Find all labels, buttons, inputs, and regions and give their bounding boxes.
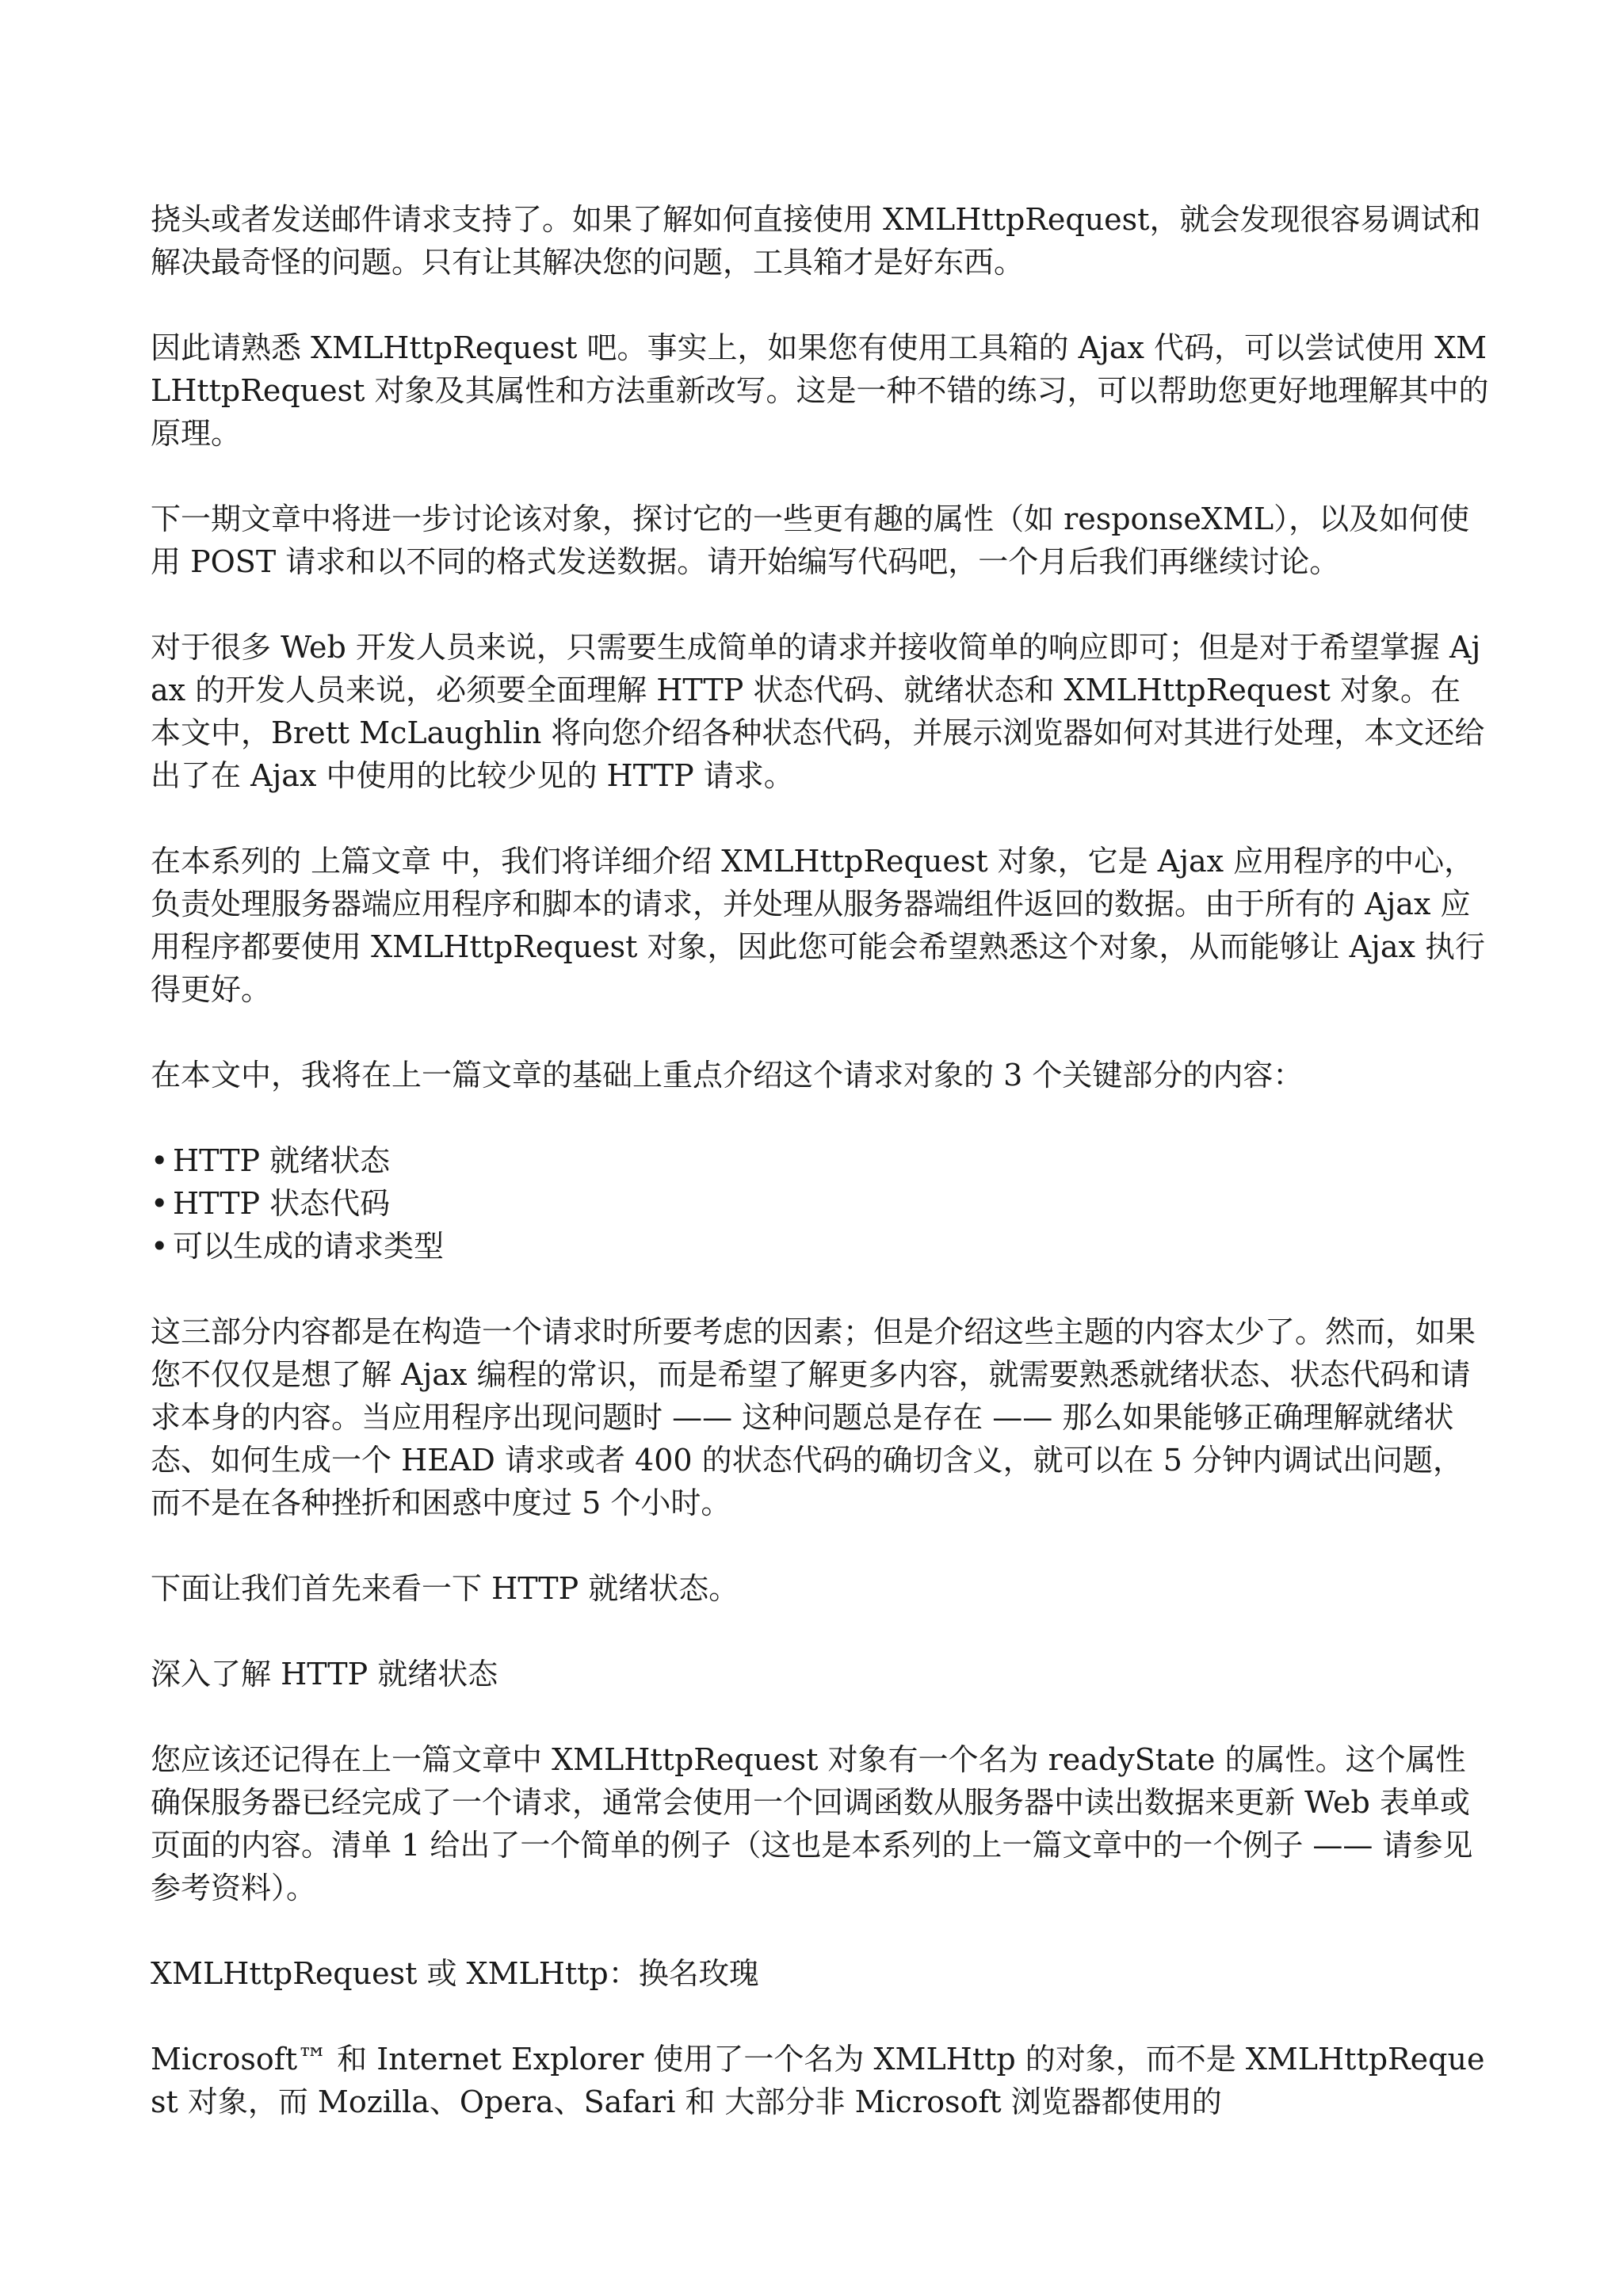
paragraph-5: 在本系列的 上篇文章 中，我们将详细介绍 XMLHttpRequest 对象，它是 Ajax 应用程序的中心，负责处理服务器端应用程序和脚本的请求，并处理从服务器端组件返回的数据。由于所有的 Ajax 应用程序都要使用 XMLHttpRequest 对象，因此您可能会希望熟悉这个对象，从而能够让 Ajax 执行得更好。 — [151, 844, 1485, 1007]
list-item — [151, 1139, 1490, 1182]
list-item — [151, 1225, 1490, 1268]
paragraph-ready-state: 您应该还记得在上一篇文章中 XMLHttpRequest 对象有一个名为 readyState 的属性。这个属性确保服务器已经完成了一个请求，通常会使用一个回调函数从服务器中读出数据来更新 Web 表单或页面的内容。清单 1 给出了一个简单的例子（这也是本系列的上一篇文章中的一个例子 —— 请参见 参考资料）。 — [151, 1742, 1473, 1905]
list-item — [151, 1182, 1490, 1225]
list-item-text: 可以生成的请求类型 — [173, 1229, 445, 1264]
section-heading-ready-state: 深入了解 HTTP 就绪状态 — [151, 1657, 498, 1691]
paragraph-last: Microsoft™ 和 Internet Explorer 使用了一个名为 XMLHttp 的对象，而不是 XMLHttpRequest 对象，而 Mozilla、Opera、Safari 和 大部分非 Microsoft 浏览器都使用的 — [151, 2042, 1485, 2119]
bullet-icon: • — [151, 1229, 169, 1264]
paragraph-6: 在本文中，我将在上一篇文章的基础上重点介绍这个请求对象的 3 个关键部分的内容： — [151, 1058, 1304, 1093]
paragraph-4: 对于很多 Web 开发人员来说，只需要生成简单的请求并接收简单的响应即可；但是对于希望掌握 Ajax 的开发人员来说，必须要全面理解 HTTP 状态代码、就绪状态和 XMLHttpRequest 对象。在本文中，Brett McLaughlin 将向您介绍各种状态代码，并展示浏览器如何对其进行处理，本文还给出了在 Ajax 中使用的比较少见的 HTTP 请求。 — [151, 630, 1485, 793]
document-page — [151, 198, 1490, 2166]
bullet-icon: • — [151, 1143, 169, 1178]
paragraph-7: 这三部分内容都是在构造一个请求时所要考虑的因素；但是介绍这些主题的内容太少了。然而，如果您不仅仅是想了解 Ajax 编程的常识，而是希望了解更多内容，就需要熟悉就绪状态、状态代码和请求本身的内容。当应用程序出现问题时 —— 这种问题总是存在 —— 那么如果能够正确理解就绪状态、如何生成一个 HEAD 请求或者 400 的状态代码的确切含义，就可以在 5 分钟内调试出问题，而不是在各种挫折和困惑中度过 5 个小时。 — [151, 1314, 1476, 1520]
bullet-icon: • — [151, 1186, 169, 1221]
section-heading-xmlhttp: XMLHttpRequest 或 XMLHttp：换名玫瑰 — [151, 1956, 759, 1991]
paragraph-2: 因此请熟悉 XMLHttpRequest 吧。事实上，如果您有使用工具箱的 Ajax 代码，可以尝试使用 XMLHttpRequest 对象及其属性和方法重新改写。这是一种不错的练习，可以帮助您更好地理解其中的原理。 — [151, 330, 1489, 451]
bullet-list — [151, 1139, 1490, 1268]
list-item-text: HTTP 就绪状态 — [173, 1143, 391, 1178]
paragraph-1: 挠头或者发送邮件请求支持了。如果了解如何直接使用 XMLHttpRequest，就会发现很容易调试和解决最奇怪的问题。只有让其解决您的问题，工具箱才是好东西。 — [151, 202, 1481, 280]
paragraph-3: 下一期文章中将进一步讨论该对象，探讨它的一些更有趣的属性（如 responseXML），以及如何使用 POST 请求和以不同的格式发送数据。请开始编写代码吧，一个月后我们再继续讨论。 — [151, 502, 1470, 579]
list-item-text: HTTP 状态代码 — [173, 1186, 391, 1221]
paragraph-8: 下面让我们首先来看一下 HTTP 就绪状态。 — [151, 1571, 739, 1606]
